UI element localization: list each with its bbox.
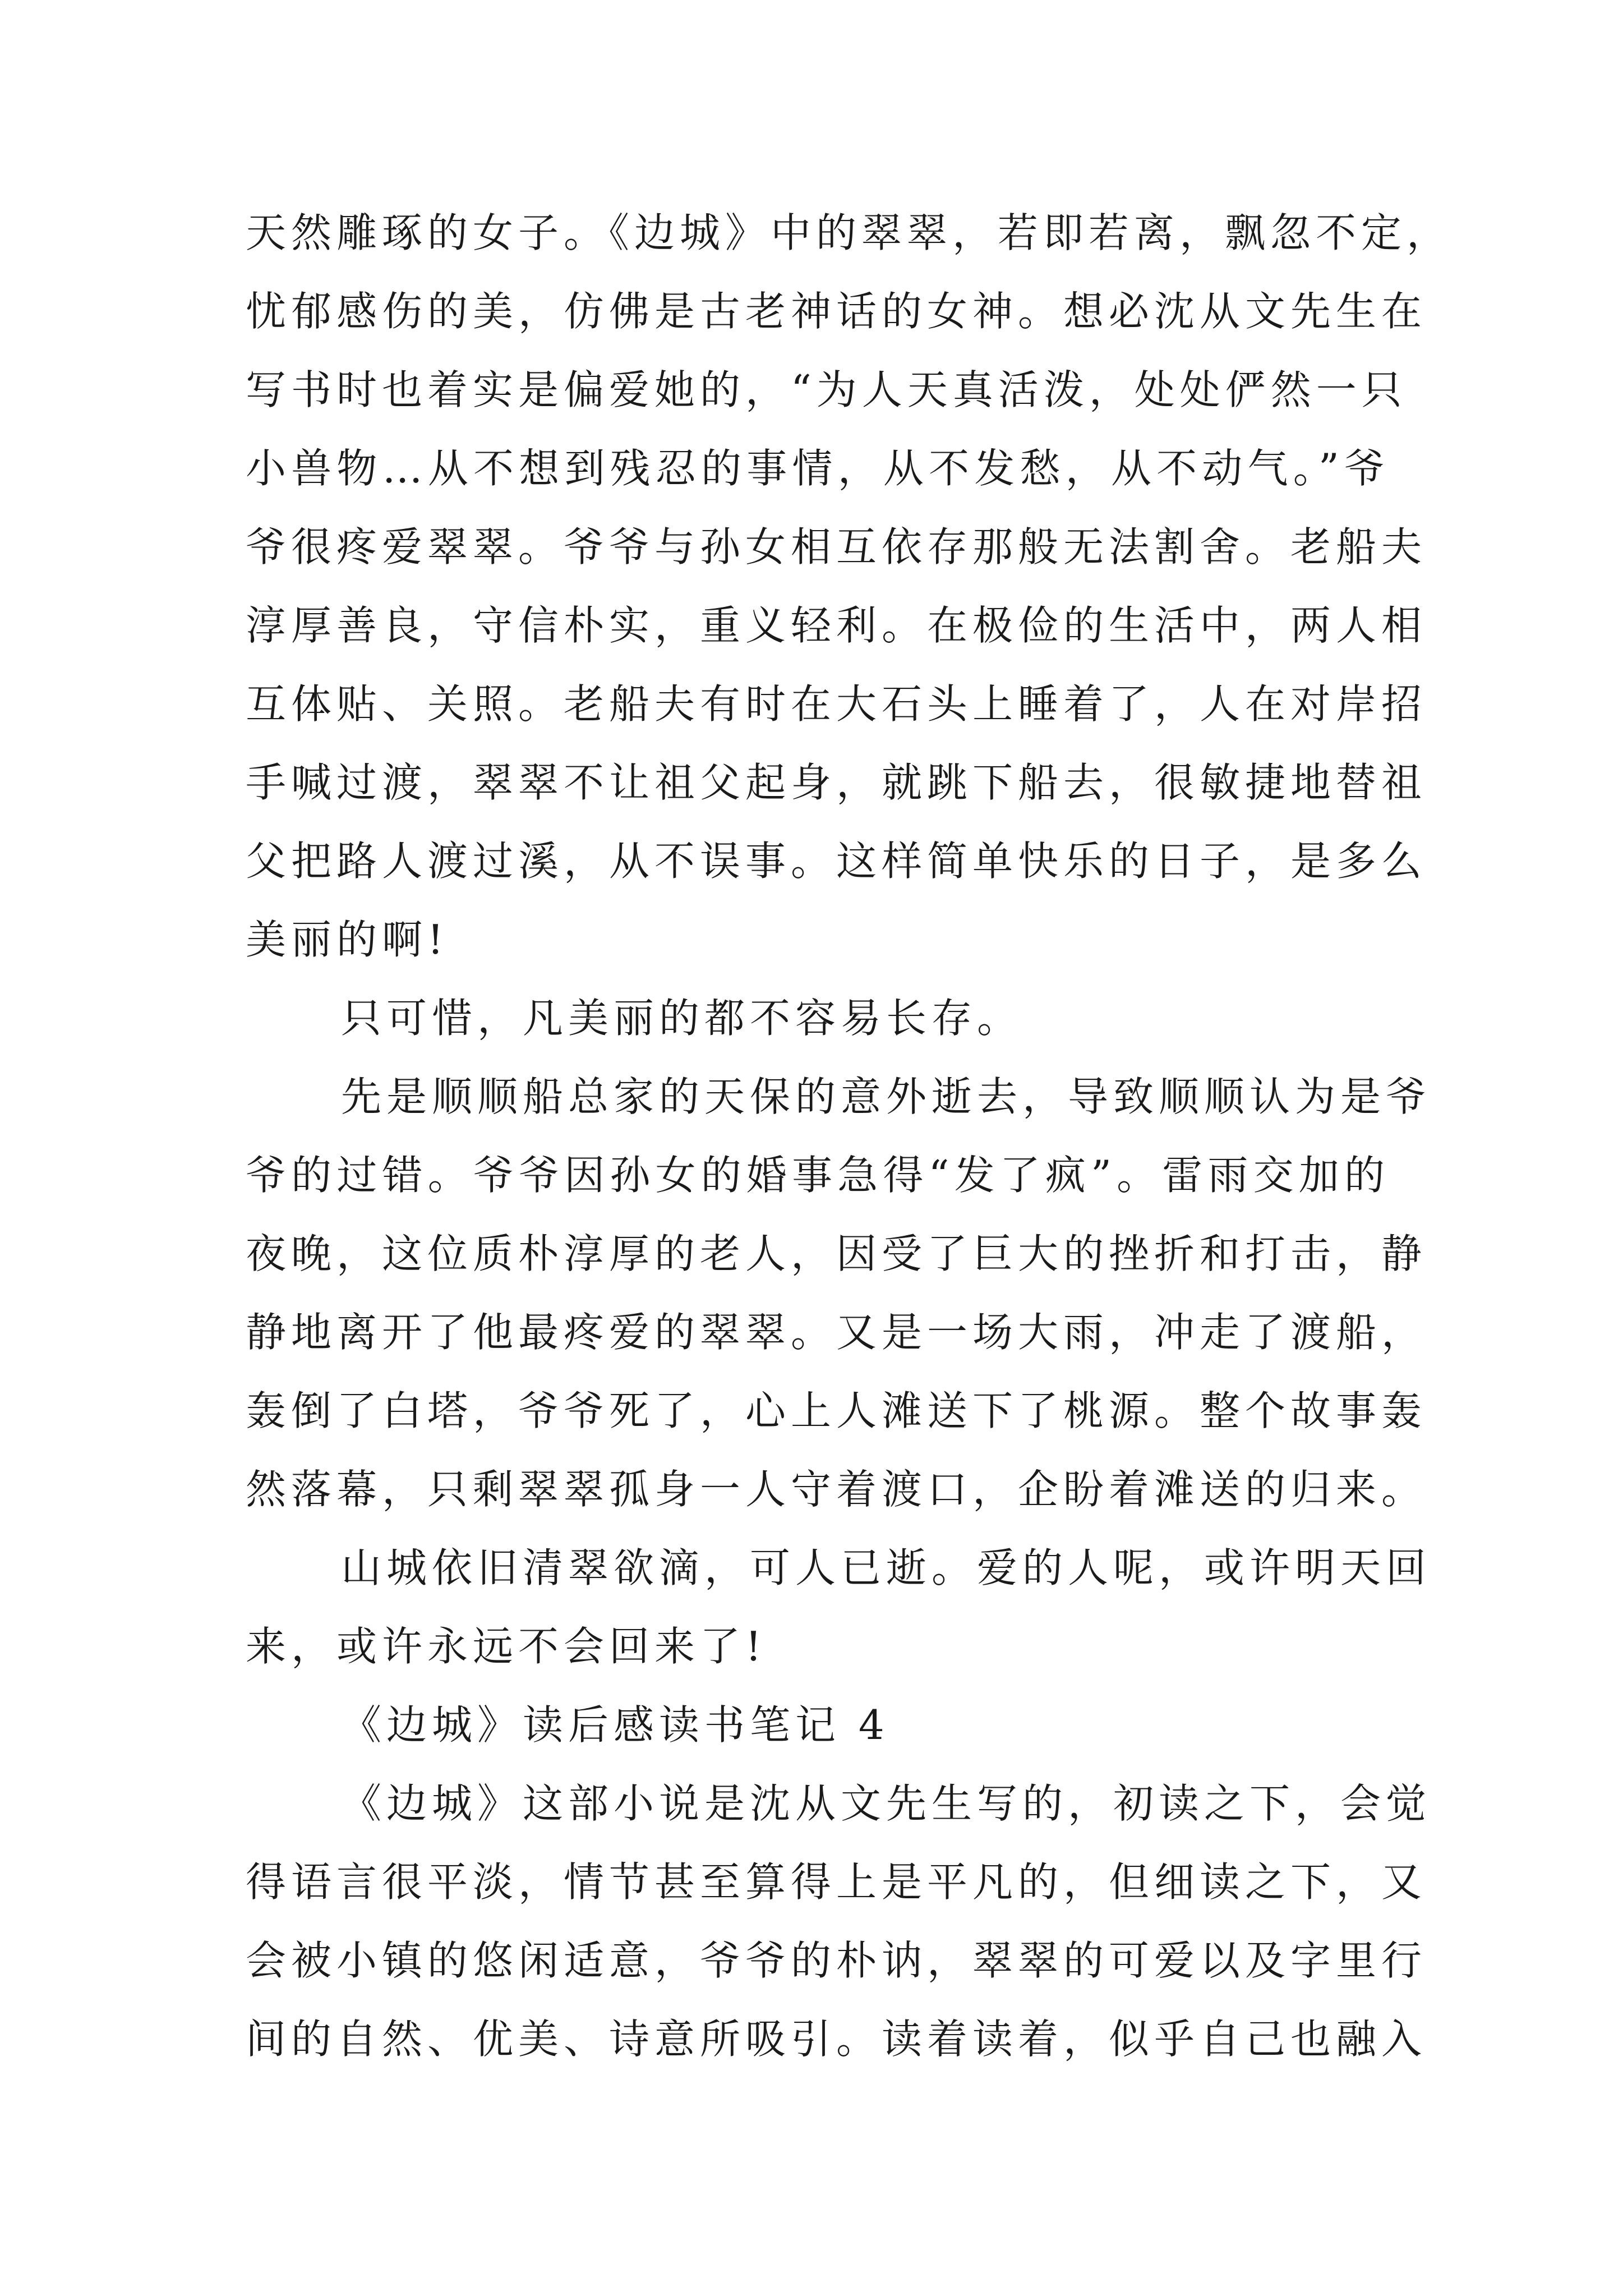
- text-line: 小兽物…从不想到残忍的事情，从不发愁，从不动气。”爷: [246, 445, 1390, 492]
- text-line: 美丽的啊!: [246, 916, 449, 963]
- text-line: 忧郁感伤的美，仿佛是古老神话的女神。想必沈从文先生在: [246, 288, 1427, 335]
- text-line: 爷的过错。爷爷因孙女的婚事急得“发了疯”。雷雨交加的: [246, 1152, 1390, 1199]
- text-line: 来，或许永远不会回来了!: [246, 1623, 767, 1670]
- paragraph-start-line: 只可惜，凡美丽的都不容易长存。: [341, 995, 1023, 1042]
- section-heading: 《边城》读后感读书笔记 4: [341, 1701, 889, 1749]
- text-line: 写书时也着实是偏爱她的，“为人天真活泼，处处俨然一只: [246, 366, 1407, 413]
- text-line: 然落幕，只剩翠翠孤身一人守着渡口，企盼着滩送的归来。: [246, 1466, 1427, 1513]
- paragraph-start-line: 《边城》这部小说是沈从文先生写的，初读之下，会觉: [341, 1780, 1432, 1827]
- text-line: 淳厚善良，守信朴实，重义轻利。在极俭的生活中，两人相: [246, 602, 1427, 649]
- text-line: 静地离开了他最疼爱的翠翠。又是一场大雨，冲走了渡船，: [246, 1309, 1427, 1356]
- paragraph-start-line: 山城依旧清翠欲滴，可人已逝。爱的人呢，或许明天回: [341, 1544, 1432, 1591]
- text-line: 互体贴、关照。老船夫有时在大石头上睡着了，人在对岸招: [246, 680, 1427, 728]
- text-line: 爷很疼爱翠翠。爷爷与孙女相互依存那般无法割舍。老船夫: [246, 523, 1427, 570]
- paragraph-start-line: 先是顺顺船总家的天保的意外逝去，导致顺顺认为是爷: [341, 1073, 1432, 1120]
- document-body: [246, 194, 1453, 2078]
- text-line: 会被小镇的悠闲适意，爷爷的朴讷，翠翠的可爱以及字里行: [246, 1937, 1427, 1984]
- text-line: 手喊过渡，翠翠不让祖父起身，就跳下船去，很敏捷地替祖: [246, 759, 1427, 806]
- text-line: 轰倒了白塔，爷爷死了，心上人滩送下了桃源。整个故事轰: [246, 1387, 1427, 1434]
- text-line: 得语言很平淡，情节甚至算得上是平凡的，但细读之下，又: [246, 1858, 1427, 1906]
- text-line: 父把路人渡过溪，从不误事。这样简单快乐的日子，是多么: [246, 838, 1427, 885]
- text-line: 间的自然、优美、诗意所吸引。读着读着，似乎自己也融入: [246, 2016, 1427, 2063]
- text-line: 天然雕琢的女子。《边城》中的翠翠，若即若离，飘忽不定，: [246, 209, 1453, 256]
- text-line: 夜晚，这位质朴淳厚的老人，因受了巨大的挫折和打击，静: [246, 1230, 1427, 1277]
